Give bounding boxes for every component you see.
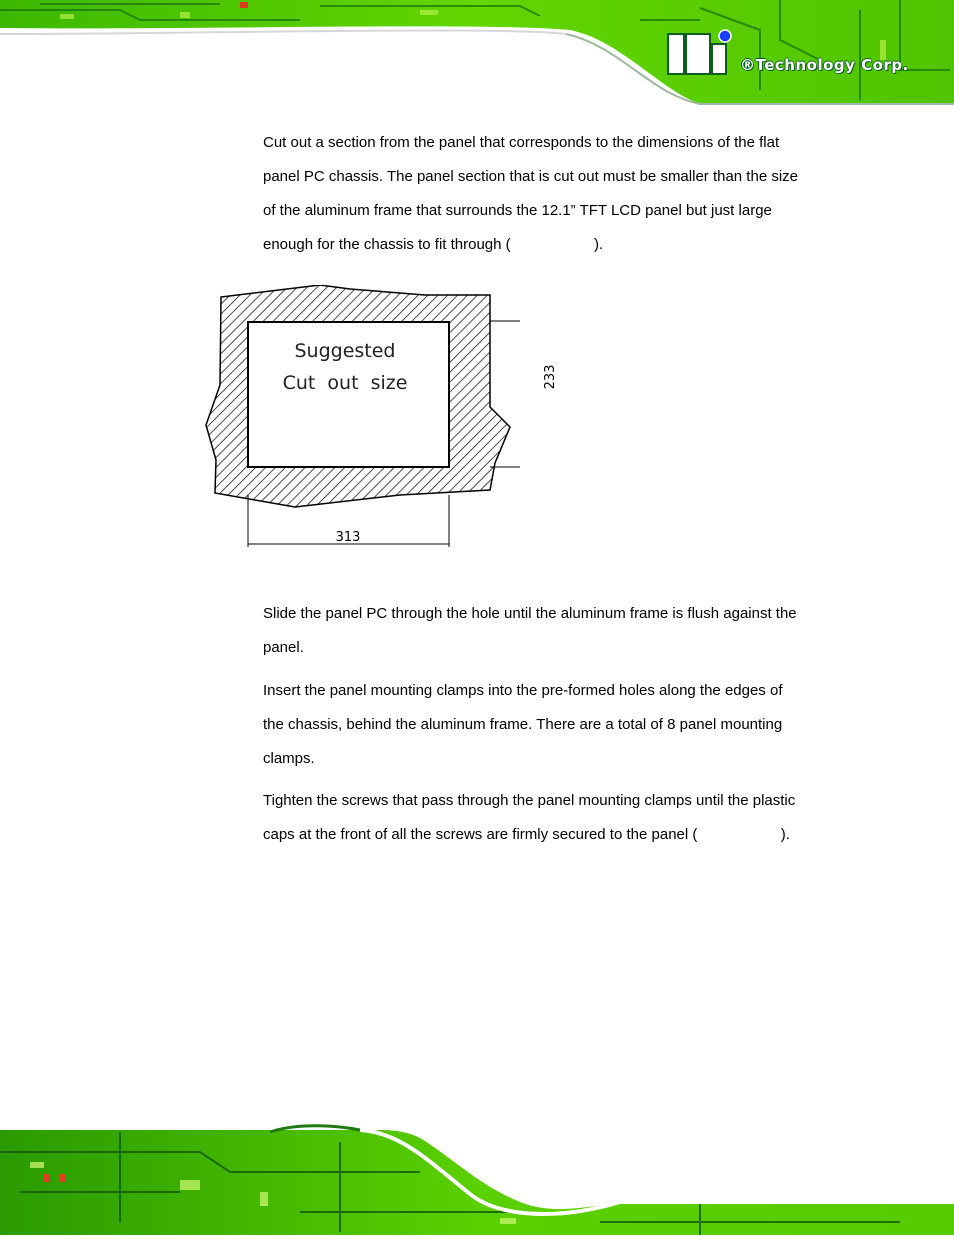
- text-line: Tighten the screws that pass through the panel mounting clamps until the plastic: [263, 792, 796, 809]
- iei-logo-icon: [668, 30, 731, 74]
- text-line: Cut out a section from the panel that corresponds to the dimensions of the flat: [263, 134, 780, 151]
- text-line: enough for the chassis to fit through ( ).: [263, 236, 604, 253]
- height-value-label: 233: [543, 364, 558, 390]
- step-slide-paragraph: [263, 597, 823, 665]
- cutout-drawing: [200, 285, 520, 555]
- text-line: clamps.: [263, 750, 315, 767]
- width-value-label: 313: [335, 530, 361, 545]
- figure-label-line1: Suggested: [294, 340, 396, 362]
- text-line: Insert the panel mounting clamps into the pre-formed holes along the edges of: [263, 682, 783, 699]
- step-tighten-screws-paragraph: [263, 784, 823, 852]
- text-line: the chassis, behind the aluminum frame. There are a total of 8 panel mounting: [263, 716, 783, 733]
- brand-dot: .: [902, 56, 909, 74]
- text-line: caps at the front of all the screws are firmly secured to the panel ( ).: [263, 826, 790, 843]
- cutout-diagram: [200, 285, 558, 555]
- text-line: panel.: [263, 639, 304, 656]
- page-footer: [0, 1122, 954, 1235]
- step-cut-out-paragraph: [263, 126, 823, 262]
- brand-text: ®Technology Corp: [740, 56, 903, 74]
- step-insert-clamps-paragraph: [263, 674, 823, 776]
- page-header: [0, 0, 954, 112]
- figure-label-line2: Cut out size: [282, 372, 408, 394]
- height-label-svg: [520, 285, 580, 445]
- text-line: panel PC chassis. The panel section that is cut out must be smaller than the size: [263, 168, 799, 185]
- text-line: of the aluminum frame that surrounds the 12.1” TFT LCD panel but just large: [263, 202, 772, 219]
- footer-circuit-banner: [0, 1122, 954, 1235]
- text-line: Slide the panel PC through the hole until the aluminum frame is flush against the: [263, 605, 797, 622]
- brand-name: [740, 56, 909, 74]
